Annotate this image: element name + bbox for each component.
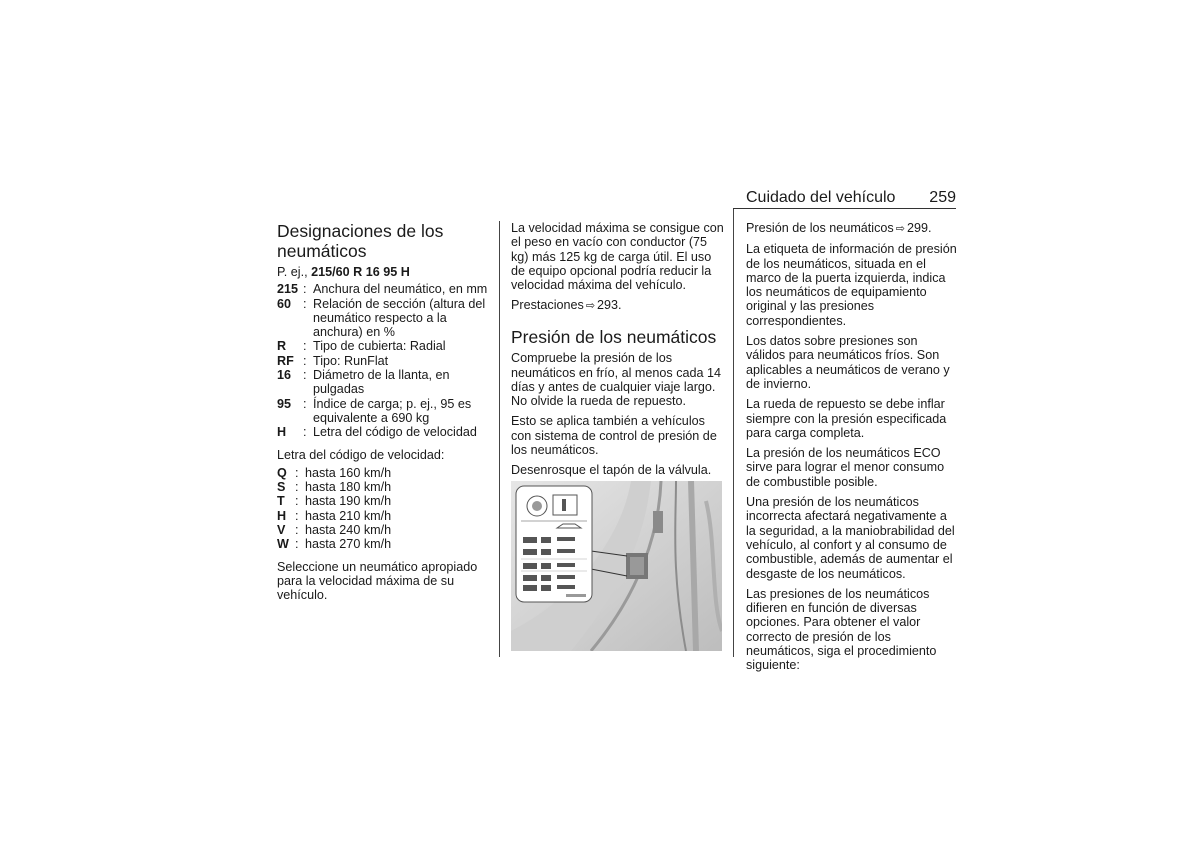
closing-paragraph: Seleccione un neumático apropiado para la velocidad máxima de su vehículo. (277, 559, 478, 603)
definition-row: R : Tipo de cubierta: Radial (277, 339, 446, 354)
definition-row: 16 : Diámetro de la llanta, en pulgadas (277, 368, 450, 397)
definition-row: 215 : Anchura del neumático, en mm (277, 282, 488, 297)
speed-list (277, 466, 489, 552)
cross-reference: Prestaciones⇨ 293. (511, 298, 724, 313)
definition-row: RF : Tipo: RunFlat (277, 353, 389, 368)
speed-row: W : hasta 270 km/h (277, 537, 392, 552)
paragraph: Esto se aplica también a vehículos con sistema de control de presión de los neumáticos. (511, 414, 717, 458)
heading-tire-designations: Designaciones de los neumáticos (277, 221, 444, 261)
paragraph: Las presiones de los neumáticos difieren en función de diversas opciones. Para obtener el valor correcto de presión de los neumáticos, siga el procedimiento siguiente: (746, 586, 937, 673)
definition-list (277, 282, 489, 439)
page-number: 259 (929, 189, 956, 206)
speed-row: H : hasta 210 km/h (277, 508, 392, 523)
paragraph: La rueda de repuesto se debe inflar siempre con la presión especificada para carga completa. (746, 397, 947, 440)
example-code: 215/60 R 16 95 H (311, 265, 410, 279)
definition-row: H : Letra del código de velocidad (277, 425, 477, 440)
speed-row: Q : hasta 160 km/h (277, 465, 392, 480)
paragraph: Compruebe la presión de los neumáticos en frío, al menos cada 14 días y antes de cualquier viaje largo. No olvide la rueda de repuesto. (511, 351, 722, 409)
column-divider-right (733, 209, 734, 657)
paragraph: Desenrosque el tapón de la válvula. (511, 463, 712, 478)
column-3 (746, 221, 957, 679)
paragraph: La presión de los neumáticos ECO sirve para lograr el menor consumo de combustible posible. (746, 446, 945, 489)
definition-row: 60 : Relación de sección (altura del neumático respecto a la anchura) en % (277, 296, 486, 340)
column-1 (277, 222, 489, 609)
paragraph: La etiqueta de información de presión de los neumáticos, situada en el marco de la puerta izquierda, indica los neumáticos de equipamiento original y las presiones correspondientes. (746, 242, 957, 328)
heading-tire-pressure: Presión de los neumáticos (511, 326, 717, 347)
column-2 (511, 221, 724, 484)
example-line: P. ej., 215/60 R 16 95 H (277, 265, 410, 279)
definition-row: 95 : Índice de carga; p. ej., 95 es equivalente a 690 kg (277, 396, 472, 425)
cross-reference: Presión de los neumáticos⇨ 299. (746, 221, 957, 236)
speed-row: S : hasta 180 km/h (277, 480, 392, 495)
tire-label-photo (511, 481, 722, 651)
paragraph: Los datos sobre presiones son válidos para neumáticos fríos. Son aplicables a neumáticos de verano y de invierno. (746, 334, 950, 391)
speed-row: T : hasta 190 km/h (277, 494, 392, 509)
max-speed-paragraph: La velocidad máxima se consigue con el peso en vacío con conductor (75 kg) más 125 kg de carga útil. El uso de equipo opcional podría reducir la velocidad máxima del vehículo. (511, 221, 724, 293)
speed-intro: Letra del código de velocidad: (277, 447, 445, 462)
speed-row: V : hasta 240 km/h (277, 523, 392, 538)
arrow-icon (894, 221, 907, 235)
running-header (736, 188, 956, 208)
arrow-icon (584, 298, 597, 312)
header-rule (733, 208, 956, 209)
paragraph: Una presión de los neumáticos incorrecta afectará negativamente a la seguridad, a la maniobrabilidad del vehículo, al confort y al consumo de combustible, además de aumentar el desgaste de los neumáticos. (746, 495, 955, 581)
column-divider-left (499, 221, 500, 657)
section-title: Cuidado del vehículo (746, 189, 896, 206)
tire-label-illustration (511, 481, 722, 651)
